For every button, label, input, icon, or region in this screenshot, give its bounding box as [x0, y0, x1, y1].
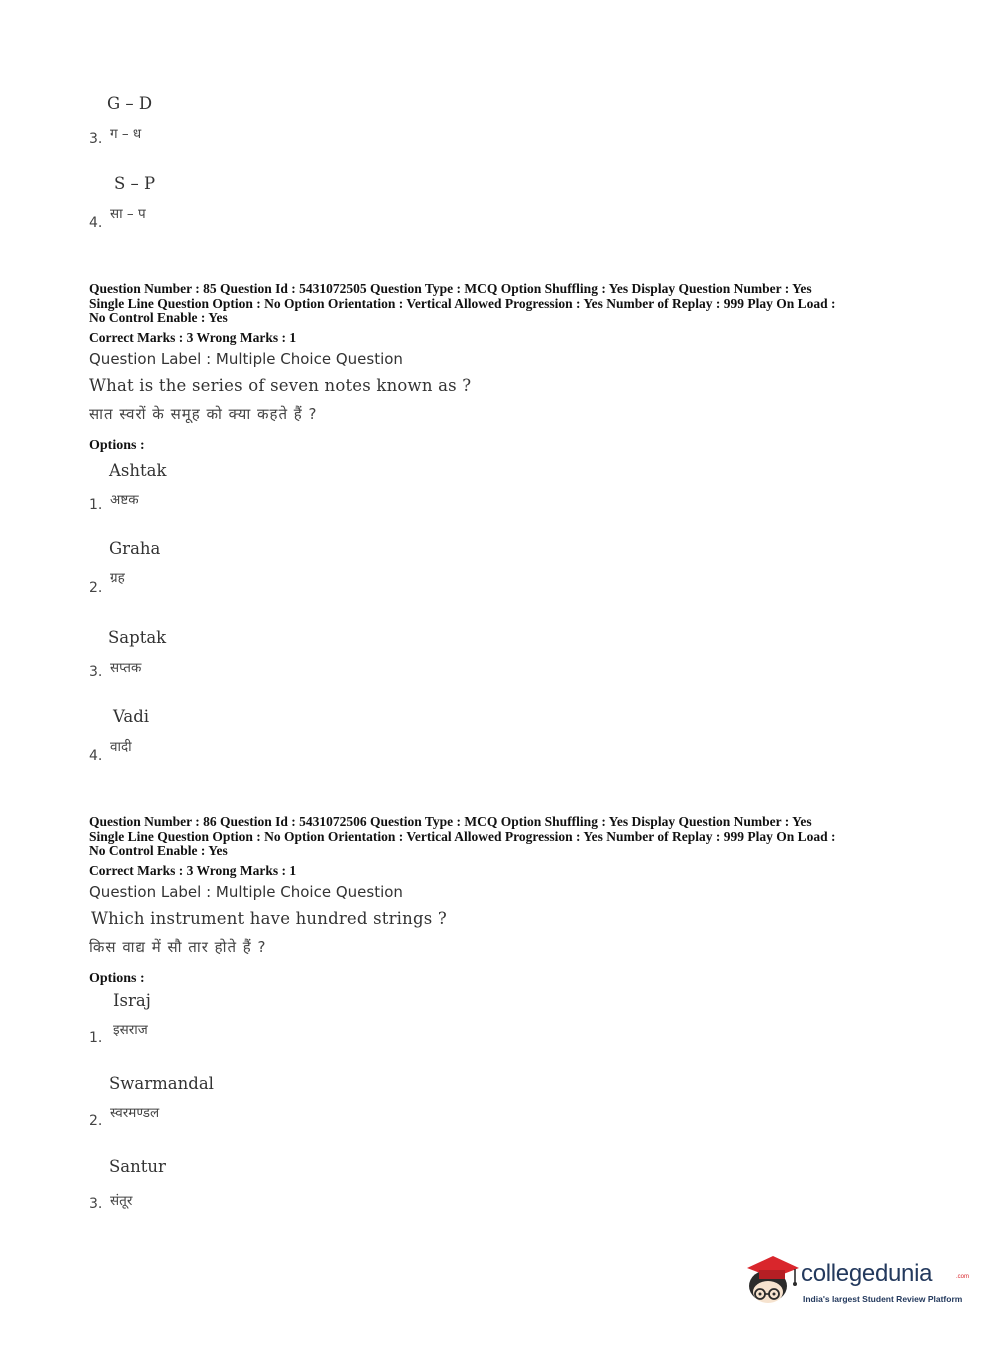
question-text-english: Which instrument have hundred strings ? [91, 909, 447, 928]
option-hindi: सप्तक [110, 660, 142, 676]
option-english: Vadi [113, 707, 150, 726]
option-hindi: अष्टक [110, 492, 139, 508]
logo-wordmark: collegedunia [801, 1260, 933, 1287]
option-number: 3. [89, 131, 103, 147]
option-hindi: ग – ध [110, 126, 142, 142]
option-number: 2. [89, 1113, 103, 1129]
collegedunia-logo[interactable] [743, 1250, 973, 1320]
option-english: Swarmandal [109, 1074, 214, 1093]
option-english: Saptak [108, 628, 167, 647]
option-hindi: इसराज [113, 1022, 148, 1038]
marks-line: Correct Marks : 3 Wrong Marks : 1 [89, 863, 297, 878]
option-number: 2. [89, 580, 103, 596]
option-english: G – D [107, 94, 153, 113]
option-hindi: स्वरमण्डल [110, 1105, 160, 1121]
question-label: Question Label : Multiple Choice Question [89, 883, 403, 901]
mascot-graduation-cap-icon [743, 1250, 801, 1308]
option-hindi: संतूर [110, 1193, 133, 1209]
logo-domain-suffix: .com [956, 1274, 970, 1280]
option-hindi: ग्रह [110, 570, 125, 586]
option-number: 4. [89, 215, 103, 231]
option-english: S – P [114, 174, 156, 193]
option-english: Ashtak [109, 461, 167, 480]
logo-tagline: India's largest Student Review Platform [803, 1294, 963, 1304]
question-label: Question Label : Multiple Choice Question [89, 350, 403, 368]
marks-line: Correct Marks : 3 Wrong Marks : 1 [89, 330, 297, 345]
meta-line: Single Line Question Option : No Option Orientation : Vertical Allowed Progression : Yes Number of Replay : 999 Play On Load : [89, 828, 836, 844]
question-meta [89, 815, 919, 859]
meta-line: No Control Enable : Yes [89, 843, 228, 858]
meta-line: Question Number : 86 Question Id : 5431072506 Question Type : MCQ Option Shuffling : Yes Display Question Number : Yes [89, 814, 812, 829]
option-english: Santur [109, 1157, 166, 1176]
option-english: Israj [113, 991, 151, 1010]
options-label: Options : [89, 438, 145, 453]
question-text-hindi: सात स्वरों के समूह को क्या कहते हैं ? [89, 405, 318, 423]
option-number: 3. [89, 1196, 103, 1212]
question-text-hindi: किस वाद्य में सौ तार होते हैं ? [89, 938, 267, 956]
option-number: 4. [89, 748, 103, 764]
meta-line: Question Number : 85 Question Id : 5431072505 Question Type : MCQ Option Shuffling : Yes Display Question Number : Yes [89, 281, 812, 296]
options-label: Options : [89, 971, 145, 986]
question-text-english: What is the series of seven notes known as ? [89, 376, 472, 395]
option-number: 3. [89, 664, 103, 680]
option-english: Graha [109, 539, 161, 558]
meta-line: Single Line Question Option : No Option Orientation : Vertical Allowed Progression : Yes Number of Replay : 999 Play On Load : [89, 295, 836, 311]
question-meta [89, 282, 919, 326]
meta-line: No Control Enable : Yes [89, 310, 228, 325]
option-number: 1. [89, 497, 103, 513]
option-hindi: वादी [110, 739, 132, 755]
option-number: 1. [89, 1030, 103, 1046]
option-hindi: सा – प [110, 206, 146, 222]
